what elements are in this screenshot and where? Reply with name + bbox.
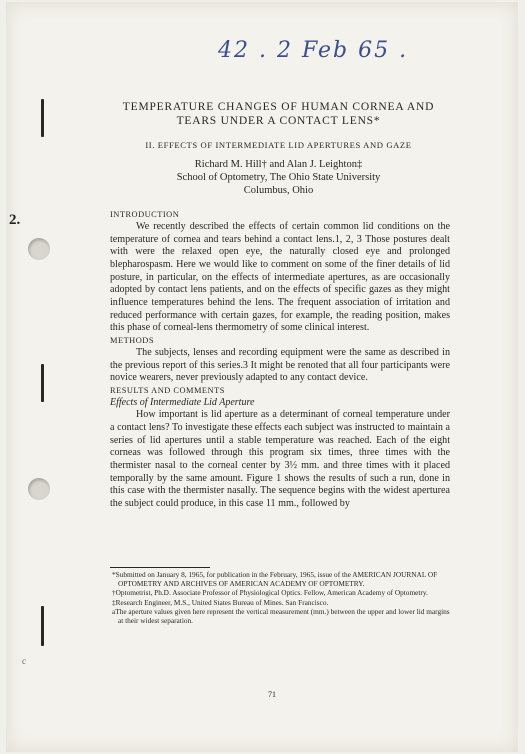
punch-hole-lower — [28, 478, 50, 500]
article-subtitle: II. EFFECTS OF INTERMEDIATE LID APERTURES AND GAZE — [145, 140, 412, 150]
handwritten-note: 42 . 2 Feb 65 . — [218, 38, 409, 63]
author-location: Columbus, Ohio — [243, 185, 314, 196]
document-page — [6, 2, 518, 752]
article-body — [110, 209, 450, 511]
margin-mark: 2. — [9, 212, 21, 228]
author-names: Richard M. Hill† and Alan J. Leighton‡ — [194, 159, 363, 170]
author-affiliation: School of Optometry, The Ohio State University — [176, 172, 381, 183]
methods-heading: METHODS — [110, 335, 154, 345]
corner-mark: c — [22, 656, 26, 666]
introduction-paragraph: We recently described the effects of certain common lid conditions on the temperature of cornea and tears behind a contact lens.1, 2, 3 Those postures dealt with were the relaxed open eye, the naturally closed eye and prolonged blepharospasm. Here we would like to comment on some of the finer details of lid posture, in particular, on the effects of intermediate apertures, as are occasionally adopted by contact lens patients, and on the effects of specific gazes as they might influence temperatures behind the lens. The frequent association of irritation and reduced performance with certain gazes, for example, the reading position, makes this phase of corneal-lens thermometry of some clinical interest. — [110, 221, 450, 334]
results-heading: RESULTS AND COMMENTS — [110, 385, 225, 395]
footnote-divider — [110, 567, 210, 568]
footnote-author-hill: †Optometrist, Ph.D. Associate Professor of Physiological Optics. Fellow, American Academy of Optometry. — [112, 588, 428, 598]
margin-rule-bottom — [41, 606, 44, 646]
punch-hole-upper — [28, 238, 50, 260]
footnote-aperture: aThe aperture values given here represent the vertical measurement (mm.) between the upper and lower lid margins at their widest separation. — [112, 606, 450, 626]
article-title: TEMPERATURE CHANGES OF HUMAN CORNEA AND TEARS UNDER A CONTACT LENS* — [122, 101, 435, 127]
margin-rule-middle — [41, 364, 44, 402]
methods-paragraph: The subjects, lenses and recording equipment were the same as described in the previous report of this series.3 It might be renoted that all four participants were novice wearers, never previously adapted to any contact device. — [110, 346, 450, 384]
introduction-heading: INTRODUCTION — [110, 210, 180, 219]
footnote-author-leighton: ‡Research Engineer, M.S., United States Bureau of Mines. San Francisco. — [112, 597, 329, 607]
page-number: 71 — [268, 690, 276, 699]
results-paragraph: How important is lid aperture as a determinant of corneal temperature under a contact lens? To investigate these effects each subject was instructed to maintain a series of lid apertures until a stable temperature was reached. Each of the eight corneas was followed through this program six times, three times with the thermister nasal to the corneal center by 3½ mm. and three times with it placed temporally by the same amount. Figure 1 shows the results of such a run, done in this case with the thermister nasally. The sequence begins with the widest aperturea the subject could produce, in this case 11 mm., followed by — [110, 409, 450, 510]
footnote-submission: *Submitted on January 8, 1965, for publication in the February, 1965, issue of the AMERICAN JOURNAL OF OPTOMETRY AND ARCHIVES OF AMERICAN ACADEMY OF OPTOMETRY. — [112, 569, 438, 589]
author-block — [106, 158, 451, 197]
results-subheading: Effects of Intermediate Lid Aperture — [110, 396, 255, 408]
margin-rule-top — [41, 99, 44, 137]
footnotes — [110, 567, 450, 626]
